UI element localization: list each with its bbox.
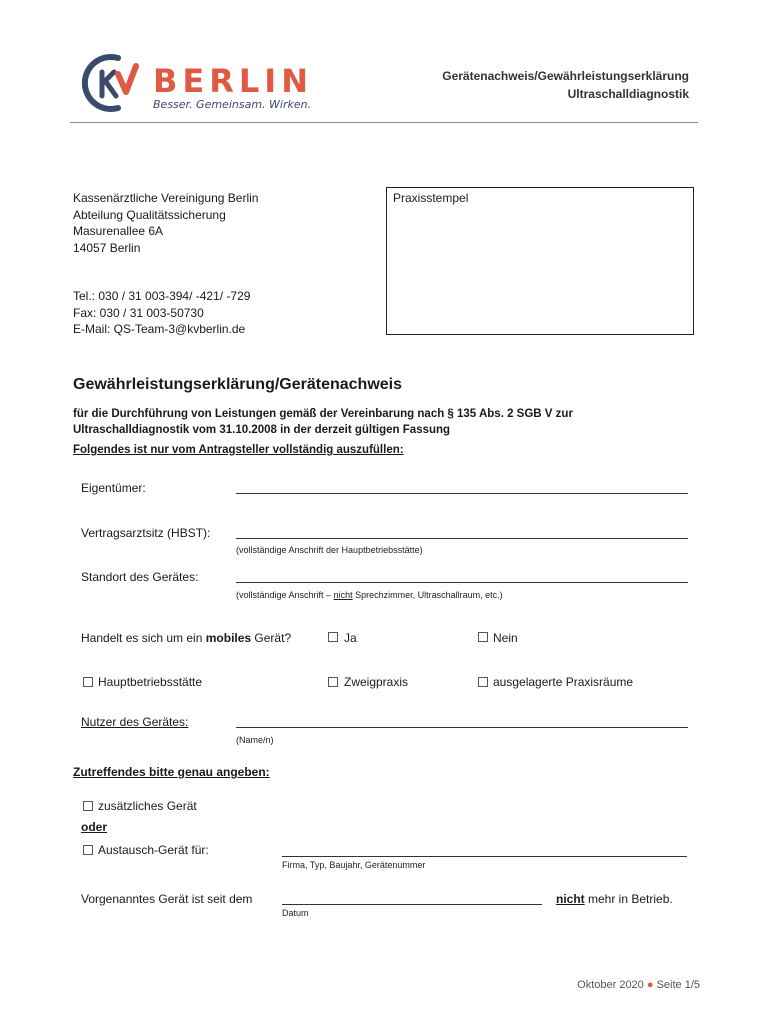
address-line: Kassenärztliche Vereinigung Berlin [73,191,259,205]
mobile-yes-label: Ja [344,631,357,645]
footer-date: Oktober 2020 [577,979,644,991]
page-number: Seite 1/5 [656,979,700,991]
contact-tel: Tel.: 030 / 31 003-394/ -421/ -729 [73,289,251,303]
additional-device-checkbox[interactable] [83,801,93,811]
user-label: Nutzer des Gerätes: [81,715,189,729]
page-footer [577,979,700,991]
since-suffix [556,892,673,906]
replacement-device-checkbox[interactable] [83,845,93,855]
since-date-field[interactable] [282,904,542,905]
address-line: Abteilung Qualitätssicherung [73,207,226,222]
replacement-hint: Firma, Typ, Baujahr, Gerätenummer [282,860,426,870]
owner-field[interactable] [236,493,688,494]
address-line: 14057 Berlin [73,240,141,255]
location-hint-pre: (vollständige Anschrift – [236,590,334,600]
logo-brand-text: BERLIN [153,62,313,100]
user-field[interactable] [236,727,688,728]
additional-device-label: zusätzliches Gerät [98,799,197,813]
since-post: mehr in Betrieb. [584,892,673,906]
location-field[interactable] [236,582,688,583]
mobile-yes-checkbox[interactable] [328,632,338,642]
site-main-label: Hauptbetriebsstätte [98,675,203,689]
bullet-icon: ● [646,979,654,991]
date-hint: Datum [282,908,309,918]
user-hint: (Name/n) [236,735,274,745]
mobile-question-post: Gerät? [251,631,292,645]
mobile-question-pre: Handelt es sich um ein [81,631,206,645]
mobile-no-checkbox[interactable] [478,632,488,642]
site-branch-checkbox[interactable] [328,677,338,687]
address-line: Masurenallee 6A [73,224,164,238]
form-subtitle-line2: Ultraschalldiagnostik vom 31.10.2008 in der derzeit gültigen Fassung [73,424,451,436]
form-subtitle-line1: für die Durchführung von Leistungen gemäß der Vereinbarung nach § 135 Abs. 2 SGB V zur [73,408,573,420]
contact-fax: Fax: 030 / 31 003-50730 [73,305,204,320]
since-label: Vorgenanntes Gerät ist seit dem [81,892,253,906]
practice-stamp-field[interactable] [386,187,694,335]
document-title-line1: Gerätenachweis/Gewährleistungserklärung [442,69,689,83]
form-title: Gewährleistungserklärung/Gerätenachweis [73,376,403,393]
practice-stamp-label: Praxisstempel [393,191,469,205]
form-subtitle [73,406,573,438]
since-not: nicht [556,892,585,906]
logo-slogan: Besser. Gemeinsam. Wirken. [153,98,312,111]
site-branch-label: Zweigpraxis [344,675,409,689]
fill-instruction: Folgendes ist nur vom Antragsteller vollständig auszufüllen: [73,444,404,456]
location-hint-post: Sprechzimmer, Ultraschallraum, etc.) [352,590,503,600]
replacement-device-field[interactable] [282,856,687,857]
mobile-no-label: Nein [493,631,518,645]
header-divider [70,122,698,123]
recipient-address [73,190,258,256]
owner-label: Eigentümer: [81,481,146,495]
site-main-checkbox[interactable] [83,677,93,687]
document-title-line2: Ultraschalldiagnostik [567,87,689,101]
location-label: Standort des Gerätes: [81,570,199,584]
location-hint [236,590,503,600]
kv-logo-mark-icon [78,52,148,114]
mobile-question-bold: mobiles [205,631,252,645]
mobile-question [81,631,291,645]
replacement-device-label: Austausch-Gerät für: [98,843,209,857]
site-outsourced-label: ausgelagerte Praxisräume [493,675,634,689]
location-hint-not: nicht [333,590,353,600]
document-title [442,67,689,103]
or-label: oder [81,820,108,834]
contact-email[interactable]: E-Mail: QS-Team-3@kvberlin.de [73,322,246,336]
seat-field[interactable] [236,538,688,539]
contact-info [73,288,250,338]
site-outsourced-checkbox[interactable] [478,677,488,687]
seat-hint: (vollständige Anschrift der Hauptbetriebsstätte) [236,545,423,555]
apply-instruction: Zutreffendes bitte genau angeben: [73,765,270,779]
seat-label: Vertragsarztsitz (HBST): [81,526,211,540]
